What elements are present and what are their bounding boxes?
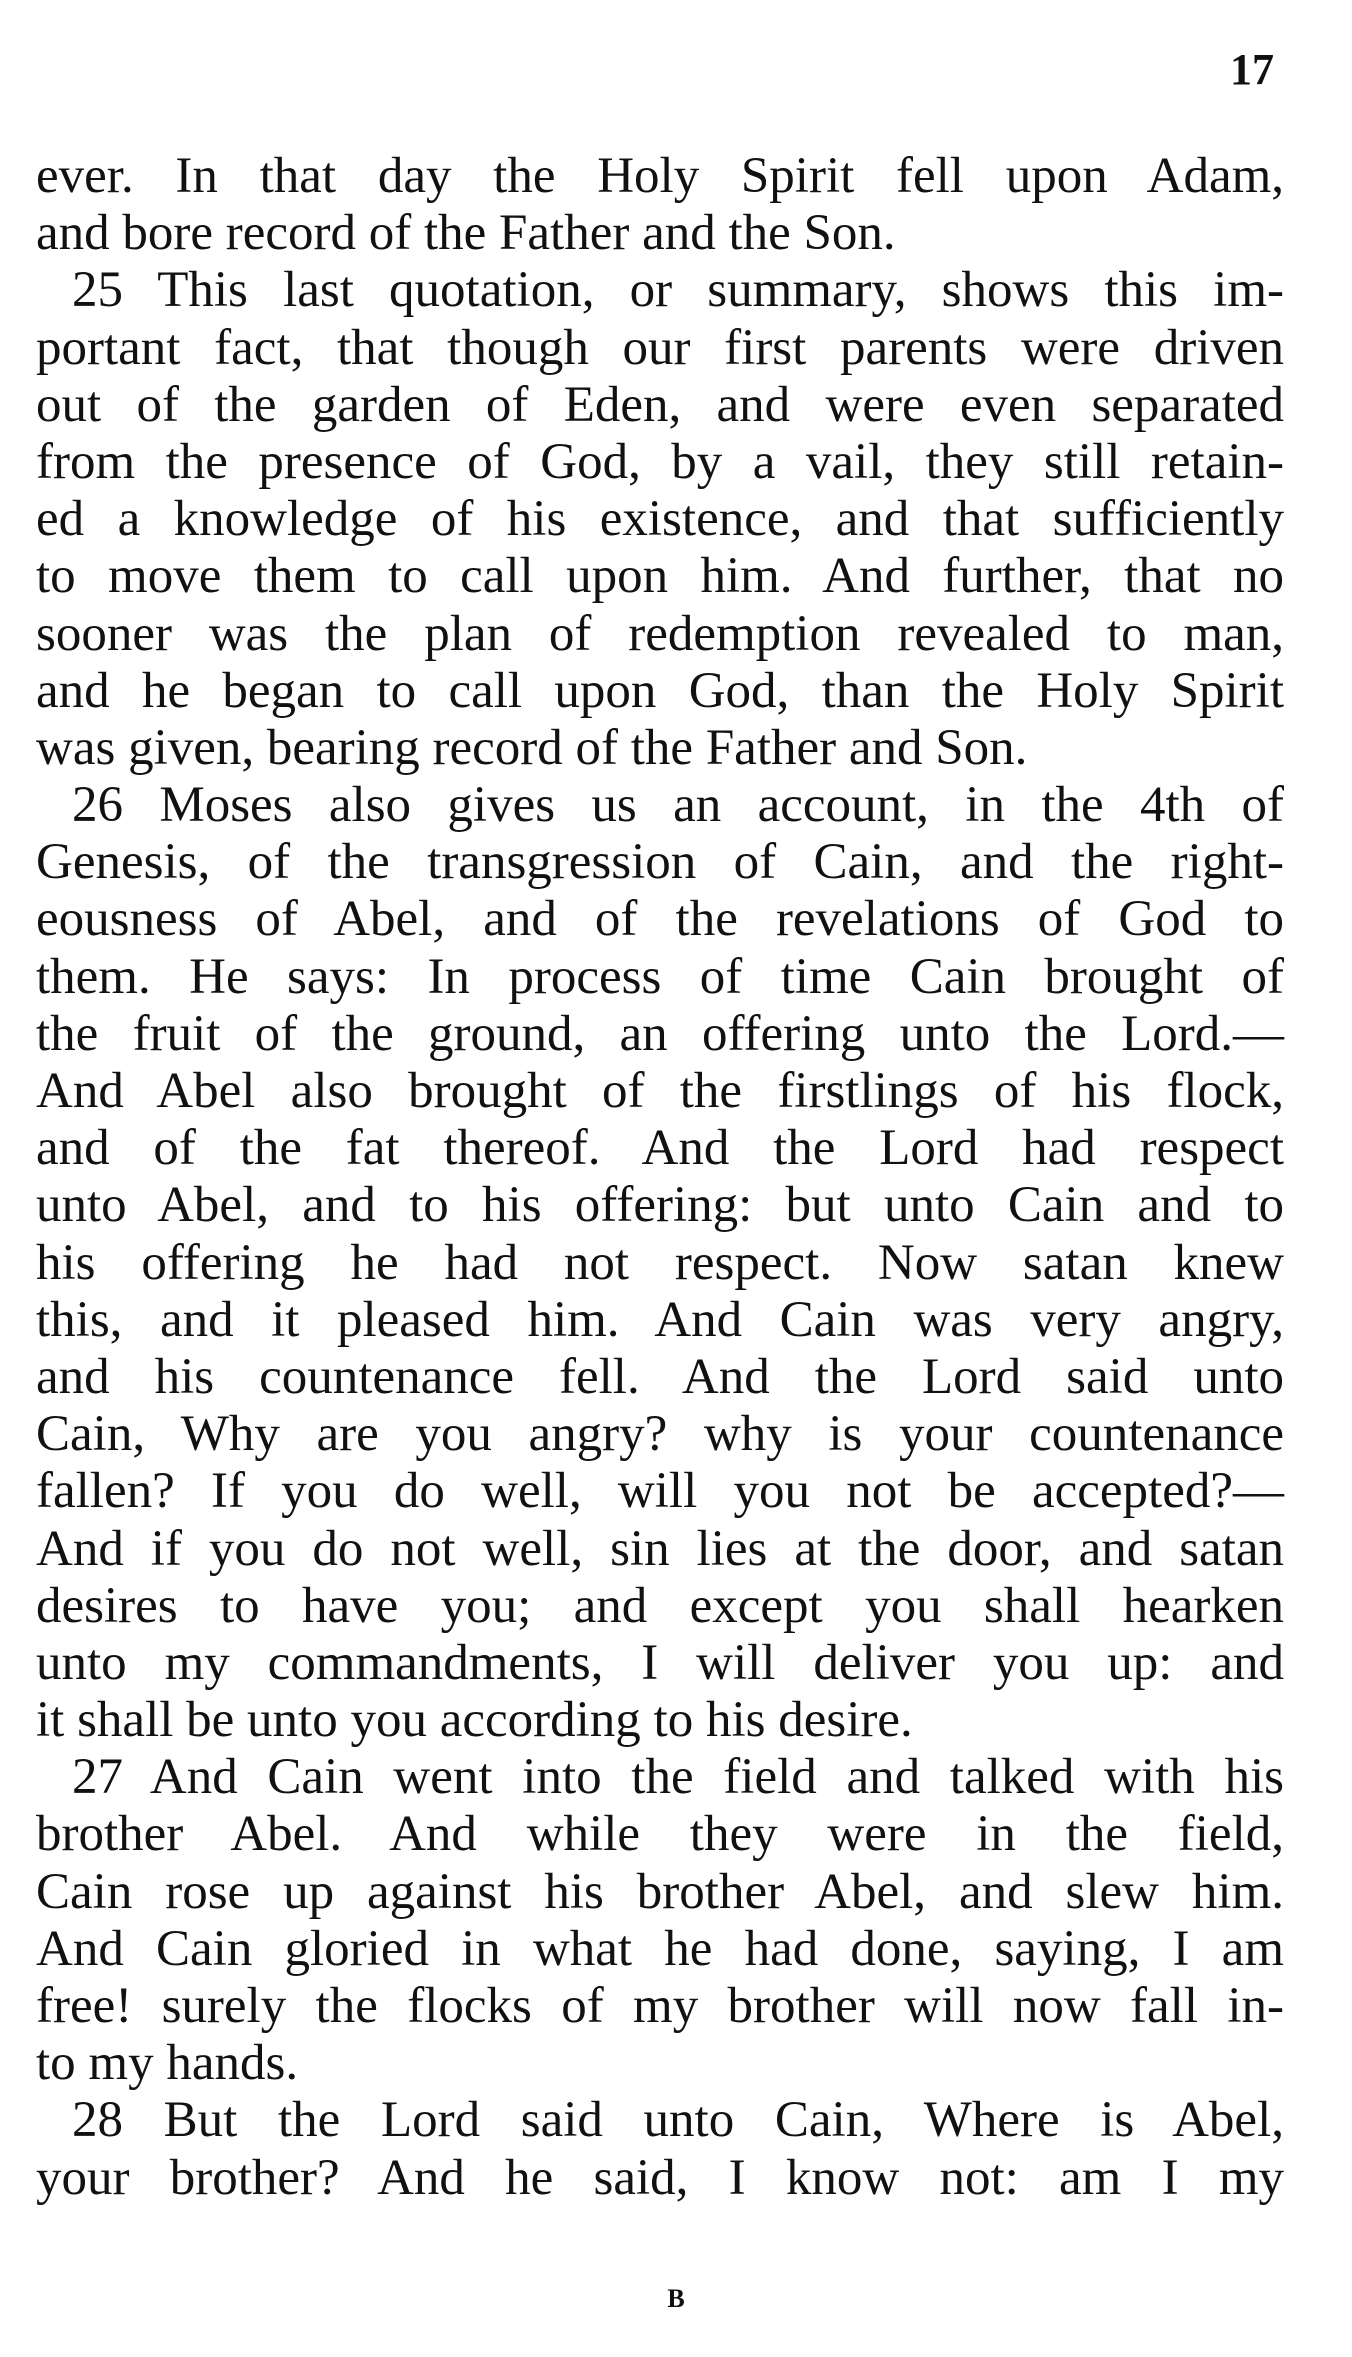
text-line: and he began to call upon God, than the Holy Spirit: [36, 662, 1284, 719]
text-line: 27 And Cain went into the field and talked with his: [72, 1749, 1284, 1806]
text-line: And if you do not well, sin lies at the door, and satan: [36, 1520, 1284, 1577]
text-line: this, and it pleased him. And Cain was very angry,: [36, 1291, 1284, 1348]
text-line: Cain, Why are you angry? why is your countenance: [36, 1406, 1284, 1463]
text-line: desires to have you; and except you shall hearken: [36, 1577, 1284, 1634]
text-line: 25 This last quotation, or summary, shows this im-: [72, 262, 1284, 319]
text-line: and bore record of the Father and the Son.: [36, 205, 896, 262]
text-line: free! surely the flocks of my brother will now fall in-: [36, 1978, 1284, 2034]
text-line: out of the garden of Eden, and were even separated: [36, 376, 1284, 433]
signature-mark: B: [667, 2284, 685, 2313]
text-line: to move them to call upon him. And further, that no: [36, 548, 1284, 605]
text-line: And Abel also brought of the firstlings of his flock,: [36, 1063, 1284, 1119]
text-line: the fruit of the ground, an offering unto the Lord.—: [36, 1005, 1284, 1062]
text-line: was given, bearing record of the Father and Son.: [36, 719, 1028, 776]
text-line: it shall be unto you according to his desire.: [36, 1692, 913, 1749]
text-line: Cain rose up against his brother Abel, and slew him.: [36, 1863, 1284, 1920]
text-line: And Cain gloried in what he had done, saying, I am: [36, 1920, 1284, 1977]
text-line: to my hands.: [36, 2035, 299, 2092]
page-body-text: [36, 148, 1284, 2207]
text-line: unto Abel, and to his offering: but unto Cain and to: [36, 1177, 1284, 1234]
text-line: sooner was the plan of redemption revealed to man,: [36, 605, 1284, 662]
text-line: fallen? If you do well, will you not be accepted?—: [36, 1463, 1284, 1520]
text-line: 28 But the Lord said unto Cain, Where is Abel,: [72, 2092, 1284, 2149]
text-line: ed a knowledge of his existence, and that sufficiently: [36, 491, 1284, 548]
text-line: ever. In that day the Holy Spirit fell upon Adam,: [36, 148, 1284, 204]
text-line: them. He says: In process of time Cain brought of: [36, 948, 1284, 1005]
text-line: 26 Moses also gives us an account, in the 4th of: [72, 777, 1284, 834]
text-line: eousness of Abel, and of the revelations of God to: [36, 891, 1284, 948]
text-line: his offering he had not respect. Now satan knew: [36, 1234, 1284, 1291]
text-line: from the presence of God, by a vail, they still retain-: [36, 433, 1284, 490]
text-line: your brother? And he said, I know not: am I my: [36, 2149, 1284, 2206]
text-line: Genesis, of the transgression of Cain, and the right-: [36, 834, 1284, 891]
text-line: unto my commandments, I will deliver you up: and: [36, 1634, 1284, 1691]
text-line: and his countenance fell. And the Lord said unto: [36, 1348, 1284, 1405]
text-line: and of the fat thereof. And the Lord had respect: [36, 1120, 1284, 1177]
text-line: portant fact, that though our first parents were driven: [36, 319, 1284, 376]
text-line: brother Abel. And while they were in the field,: [36, 1806, 1284, 1863]
page-number: 17: [1230, 45, 1274, 94]
